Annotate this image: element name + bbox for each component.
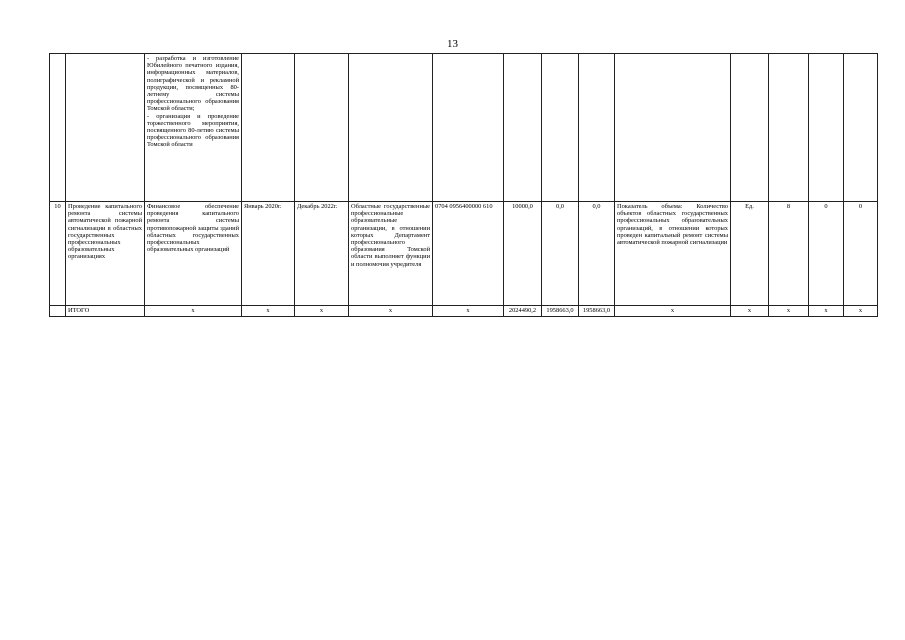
cell-x: х — [242, 306, 295, 317]
cell-empty — [50, 306, 66, 317]
cell-empty — [349, 54, 433, 202]
cell-total-label: ИТОГО — [66, 306, 145, 317]
page-number: 13 — [447, 38, 458, 50]
cell-x: х — [433, 306, 504, 317]
cell-empty — [769, 54, 809, 202]
cell-total-sum: 2024490,2 — [504, 306, 542, 317]
cell-value-3: 0 — [844, 202, 878, 306]
cell-measure-name: Проведение капитального ремонта системы автоматической пожарной сигнализации в областных государственных профессиональных образовательных организациях — [66, 202, 145, 306]
cell-sum-a: 0,0 — [542, 202, 579, 306]
cell-start-date: Январь 2020г. — [242, 202, 295, 306]
cell-indicator: Показатель объема: Количество объектов областных государственных профессиональных образовательных организаций, в отношении которых проведен капитальный ремонт системы автоматической пожарной сигнализации — [615, 202, 731, 306]
cell-empty — [50, 54, 66, 202]
cell-empty — [242, 54, 295, 202]
cell-empty — [66, 54, 145, 202]
table-row-10 — [50, 202, 878, 306]
cell-row-number: 10 — [50, 202, 66, 306]
table-row-continuation — [50, 54, 878, 202]
cell-empty — [295, 54, 349, 202]
cell-executor: Областные государственные профессиональные образовательные организации, в отношении которых Департамент профессионального образования Томской области выполняет функции и полномочия учредителя — [349, 202, 433, 306]
cell-empty — [844, 54, 878, 202]
cell-empty — [579, 54, 615, 202]
cell-x: х — [809, 306, 844, 317]
cell-sum-total: 10000,0 — [504, 202, 542, 306]
cell-sum-b: 0,0 — [579, 202, 615, 306]
cell-empty — [433, 54, 504, 202]
cell-activity-continuation: - разработка и изготовление Юбилейного печатного издания, информационных материалов, полиграфической и рекламной продукции, посвященных 80-летнему системы профессионального образования Томской области; - организация и проведение торжественного мероприятия, посвященного 80-летию системы профессионального образования Томской области — [145, 54, 242, 202]
cell-end-date: Декабрь 2022г. — [295, 202, 349, 306]
cell-x: х — [145, 306, 242, 317]
cell-x: х — [295, 306, 349, 317]
cell-value-1: 8 — [769, 202, 809, 306]
cell-empty — [731, 54, 769, 202]
program-table — [49, 53, 878, 317]
cell-unit: Ед. — [731, 202, 769, 306]
cell-total-sum-a: 1958663,0 — [542, 306, 579, 317]
cell-empty — [504, 54, 542, 202]
table-row-total — [50, 306, 878, 317]
cell-x: х — [731, 306, 769, 317]
cell-total-sum-b: 1958663,0 — [579, 306, 615, 317]
cell-x: х — [615, 306, 731, 317]
cell-empty — [615, 54, 731, 202]
cell-value-2: 0 — [809, 202, 844, 306]
cell-empty — [542, 54, 579, 202]
cell-activity: Финансовое обеспечение проведения капитального ремонта системы противопожарной защиты зданий областных государственных профессиональных образовательных организаций — [145, 202, 242, 306]
cell-kbk: 0704 0956400000 610 — [433, 202, 504, 306]
cell-empty — [809, 54, 844, 202]
cell-x: х — [349, 306, 433, 317]
cell-x: х — [844, 306, 878, 317]
cell-x: х — [769, 306, 809, 317]
